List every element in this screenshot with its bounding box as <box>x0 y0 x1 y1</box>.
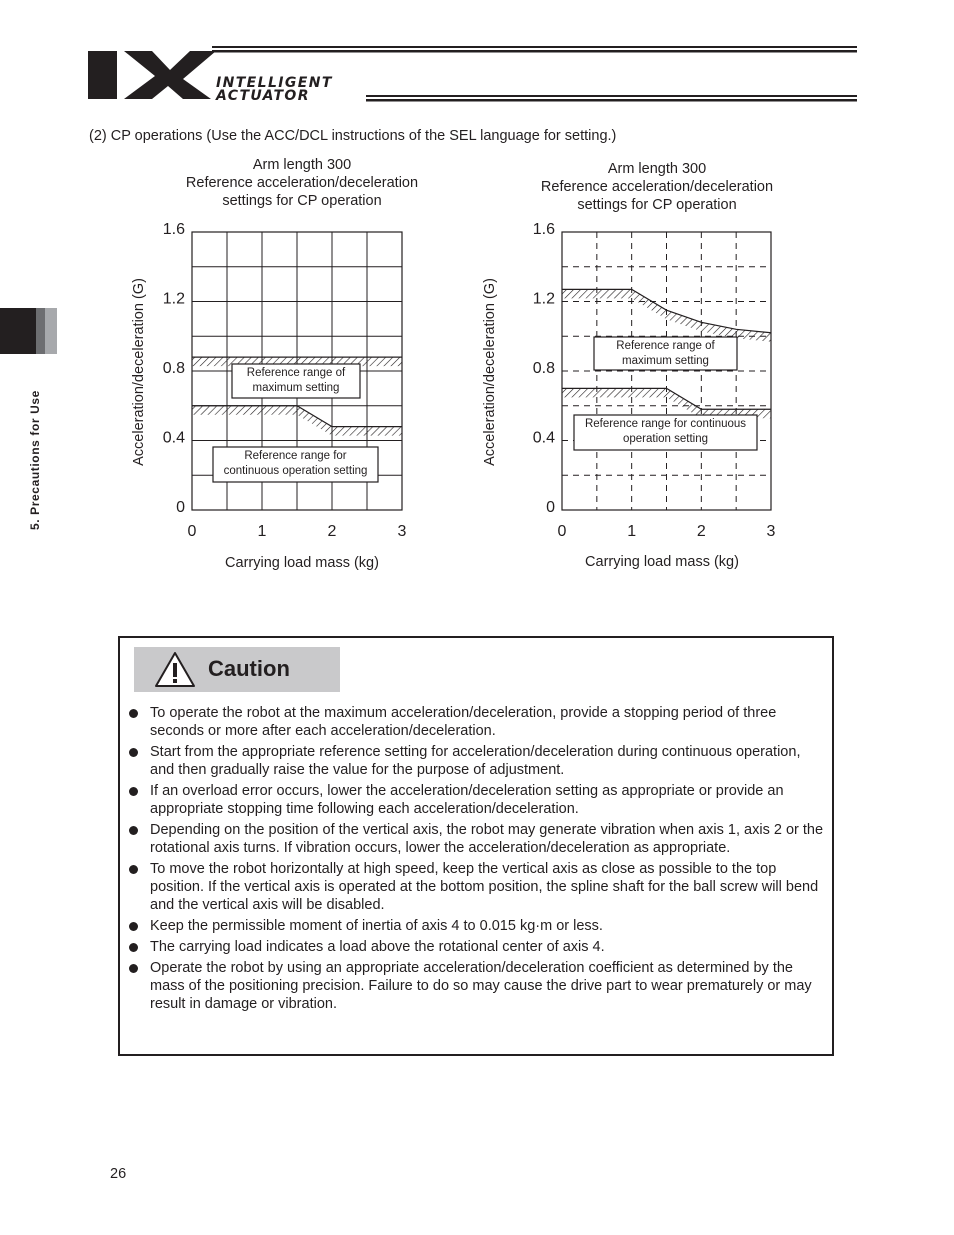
page-number: 26 <box>110 1166 127 1182</box>
charts-canvas <box>0 0 954 600</box>
x-tick-label: 1 <box>627 523 637 540</box>
chart-1-title-line-1: Arm length 300 <box>252 157 352 173</box>
annotation-label: maximum setting <box>252 382 340 394</box>
y-tick-label: 1.2 <box>532 290 555 308</box>
caution-item-text: Depending on the position of the vertical axis, the robot may generate vibration when axis 1, axis 2 or the rotational axis turns. If vibration occurs, lower the acceleration/deceleration as appropriate. <box>150 822 824 856</box>
annotation-label: Reference range for continuous <box>584 418 747 430</box>
y-tick-label: 0 <box>546 499 555 516</box>
x-axis-label: Carrying load mass (kg) <box>585 554 739 570</box>
caution-title: Caution <box>208 656 290 681</box>
caution-item <box>128 782 828 818</box>
bullet-icon <box>129 964 138 973</box>
annotation-label: operation setting <box>622 433 709 445</box>
x-tick-label: 2 <box>327 523 337 540</box>
annotation-label: maximum setting <box>622 355 709 367</box>
annotation-label: Reference range of <box>246 367 346 379</box>
caution-item-text: The carrying load indicates a load above the rotational center of axis 4. <box>150 939 605 955</box>
chapter-label-text: 5. Precautions for Use <box>28 390 42 530</box>
logo-line-intelligent: INTELLIGENT <box>216 75 333 91</box>
caution-item-text: Operate the robot by using an appropriate acceleration/deceleration coefficient as determined by the mass of the positioning precision. Failure to do so may cause the drive part to wear prematurely or may result in damage or vibration. <box>150 960 812 1012</box>
bullet-icon <box>129 943 138 952</box>
y-axis-label: Acceleration/deceleration (G) <box>482 278 498 466</box>
chart-1-title-line-3: settings for CP operation <box>222 193 382 209</box>
y-tick-label: 0.4 <box>162 429 185 447</box>
caution-item <box>128 704 828 740</box>
y-tick-label: 1.6 <box>532 221 555 238</box>
x-axis-label: Carrying load mass (kg) <box>225 555 379 571</box>
x-tick-label: 0 <box>187 523 197 540</box>
caution-item <box>128 938 828 956</box>
caution-item-text: If an overload error occurs, lower the acceleration/deceleration setting as appropriate or provide an appropriate stopping time following each acceleration/deceleration. <box>150 783 784 817</box>
caution-item <box>128 959 828 1013</box>
y-tick-label: 0.8 <box>162 360 185 377</box>
caution-box <box>118 636 834 1056</box>
chart-2-title-line-2: Reference acceleration/deceleration <box>540 179 774 195</box>
warning-triangle-icon <box>154 651 196 689</box>
caution-item-text: Keep the permissible moment of inertia of axis 4 to 0.015 kg·m or less. <box>150 918 603 934</box>
section-intro: (2) CP operations (Use the ACC/DCL instructions of the SEL language for setting.) <box>89 128 617 144</box>
bullet-icon <box>129 865 138 874</box>
x-tick-label: 2 <box>696 523 706 540</box>
caution-item-text: To move the robot horizontally at high speed, keep the vertical axis as close as possible to the top position. If the vertical axis is operated at the bottom position, the spline shaft for the ball screw will bend and the vertical axis will be disabled. <box>150 861 819 913</box>
logo-line-actuator: ACTUATOR <box>216 88 310 104</box>
chart-2 <box>482 221 776 570</box>
y-tick-label: 0 <box>176 499 185 516</box>
chart-1-title-line-2: Reference acceleration/deceleration <box>185 175 419 191</box>
x-tick-label: 0 <box>557 523 567 540</box>
annotation-label: continuous operation setting <box>223 465 368 477</box>
x-tick-label: 1 <box>257 523 267 540</box>
bullet-icon <box>129 787 138 796</box>
caution-item <box>128 860 828 914</box>
chart-2-title-line-3: settings for CP operation <box>577 197 737 213</box>
bullet-icon <box>129 748 138 757</box>
annotation-label: Reference range for <box>244 450 347 462</box>
caution-list <box>128 704 828 1016</box>
caution-item <box>128 821 828 857</box>
caution-item <box>128 743 828 779</box>
bullet-icon <box>129 826 138 835</box>
x-tick-label: 3 <box>397 523 407 540</box>
y-tick-label: 0.8 <box>532 360 555 377</box>
y-tick-label: 1.6 <box>162 221 185 238</box>
caution-item-text: To operate the robot at the maximum acceleration/deceleration, provide a stopping period of three seconds or more after each acceleration/deceleration. <box>150 705 777 739</box>
y-tick-label: 1.2 <box>162 290 185 308</box>
x-tick-label: 3 <box>766 523 776 540</box>
chart-1 <box>131 221 407 571</box>
bullet-icon <box>129 709 138 718</box>
caution-item-text: Start from the appropriate reference setting for acceleration/deceleration during continuous operation, and then gradually raise the value for the purpose of adjustment. <box>150 744 801 778</box>
y-tick-label: 0.4 <box>532 429 555 447</box>
caution-header <box>134 647 340 692</box>
y-axis-label: Acceleration/deceleration (G) <box>131 278 147 466</box>
caution-item <box>128 917 828 935</box>
annotation-label: Reference range of <box>616 340 715 352</box>
chart-2-title-line-1: Arm length 300 <box>607 161 707 177</box>
bullet-icon <box>129 922 138 931</box>
